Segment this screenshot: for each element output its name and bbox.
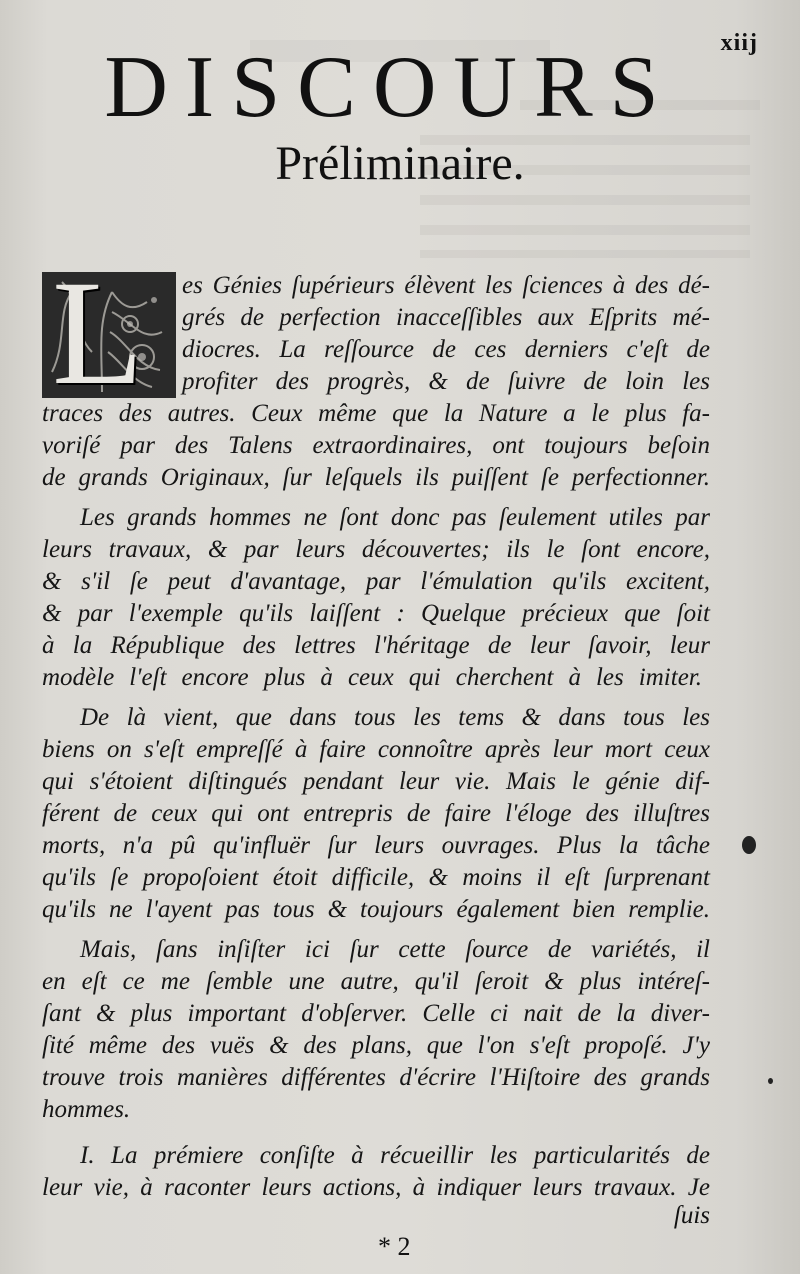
text-line: traces des autres. Ceux même que la Nature a le plus fa-	[42, 400, 710, 427]
text-line: profiter des progrès, & de ſuivre de loin les	[182, 368, 710, 395]
text-line: férent de ceux qui ont entrepris de faire l'éloge des illuſtres	[42, 800, 710, 827]
text-line: leur vie, à raconter leurs actions, à indiquer leurs travaux. Je	[42, 1174, 710, 1201]
text-line: diocres. La reſſource de ces derniers c'eſt de	[182, 336, 710, 363]
text-line: De là vient, que dans tous les tems & dans tous les	[80, 704, 710, 731]
text-line: à la République des lettres l'héritage de leur ſavoir, leur	[42, 632, 710, 659]
text-line: Mais, ſans inſiſter ici ſur cette ſource de variétés, il	[80, 936, 710, 963]
text-line: modèle l'eſt encore plus à ceux qui cherchent à les imiter.	[42, 664, 702, 691]
text-line: Les grands hommes ne ſont donc pas ſeulement utiles par	[80, 504, 710, 531]
text-line: de grands Originaux, ſur leſquels ils puiſſent ſe perfectionner.	[42, 464, 710, 491]
text-line: en eſt ce me ſemble une autre, qu'il ſeroit & plus intéreſ-	[42, 968, 710, 995]
text-line: & s'il ſe peut d'avantage, par l'émulation qu'ils excitent,	[42, 568, 710, 595]
catchword: ſuis	[673, 1202, 710, 1229]
text-line: morts, n'a pû qu'influër ſur leurs ouvrages. Plus la tâche	[42, 832, 710, 859]
ink-speck	[742, 836, 756, 854]
drop-cap-letter: L	[52, 272, 144, 398]
page-number: xiij	[720, 30, 758, 56]
text-line: qu'ils ne l'ayent pas tous & toujours également bien remplie.	[42, 896, 710, 923]
text-line: es Génies ſupérieurs élèvent les ſciences à des dé-	[182, 272, 710, 299]
text-line: grés de perfection inacceſſibles aux Eſprits mé-	[182, 304, 710, 331]
text-line: & par l'exemple qu'ils laiſſent : Quelque précieux que ſoit	[42, 600, 710, 627]
text-line: hommes.	[42, 1096, 131, 1123]
text-line: voriſé par des Talens extraordinaires, ont toujours beſoin	[42, 432, 710, 459]
text-line: ſité même des vuës & des plans, que l'on s'eſt propoſé. J'y	[42, 1032, 710, 1059]
text-line: qu'ils ſe propoſoient étoit difficile, & moins il eſt ſurprenant	[42, 864, 710, 891]
text-line: I. La prémiere conſiſte à récueillir les particularités de	[80, 1142, 710, 1169]
text-line: qui s'étoient diſtingués pendant leur vie. Mais le génie dif-	[42, 768, 710, 795]
text-line: trouve trois manières différentes d'écrire l'Hiſtoire des grands	[42, 1064, 710, 1091]
text-line: ſant & plus important d'obſerver. Celle ci nait de la diver-	[42, 1000, 710, 1027]
page-title: DISCOURS	[104, 39, 676, 136]
signature-mark: * 2	[378, 1232, 411, 1261]
ornamental-drop-cap	[42, 272, 176, 398]
page-subtitle: Préliminaire.	[275, 137, 525, 190]
text-line: leurs travaux, & par leurs découvertes; ils le ſont encore,	[42, 536, 710, 563]
ink-speck	[768, 1078, 773, 1084]
text-line: biens on s'eſt empreſſé à faire connoître après leur mort ceux	[42, 736, 710, 763]
